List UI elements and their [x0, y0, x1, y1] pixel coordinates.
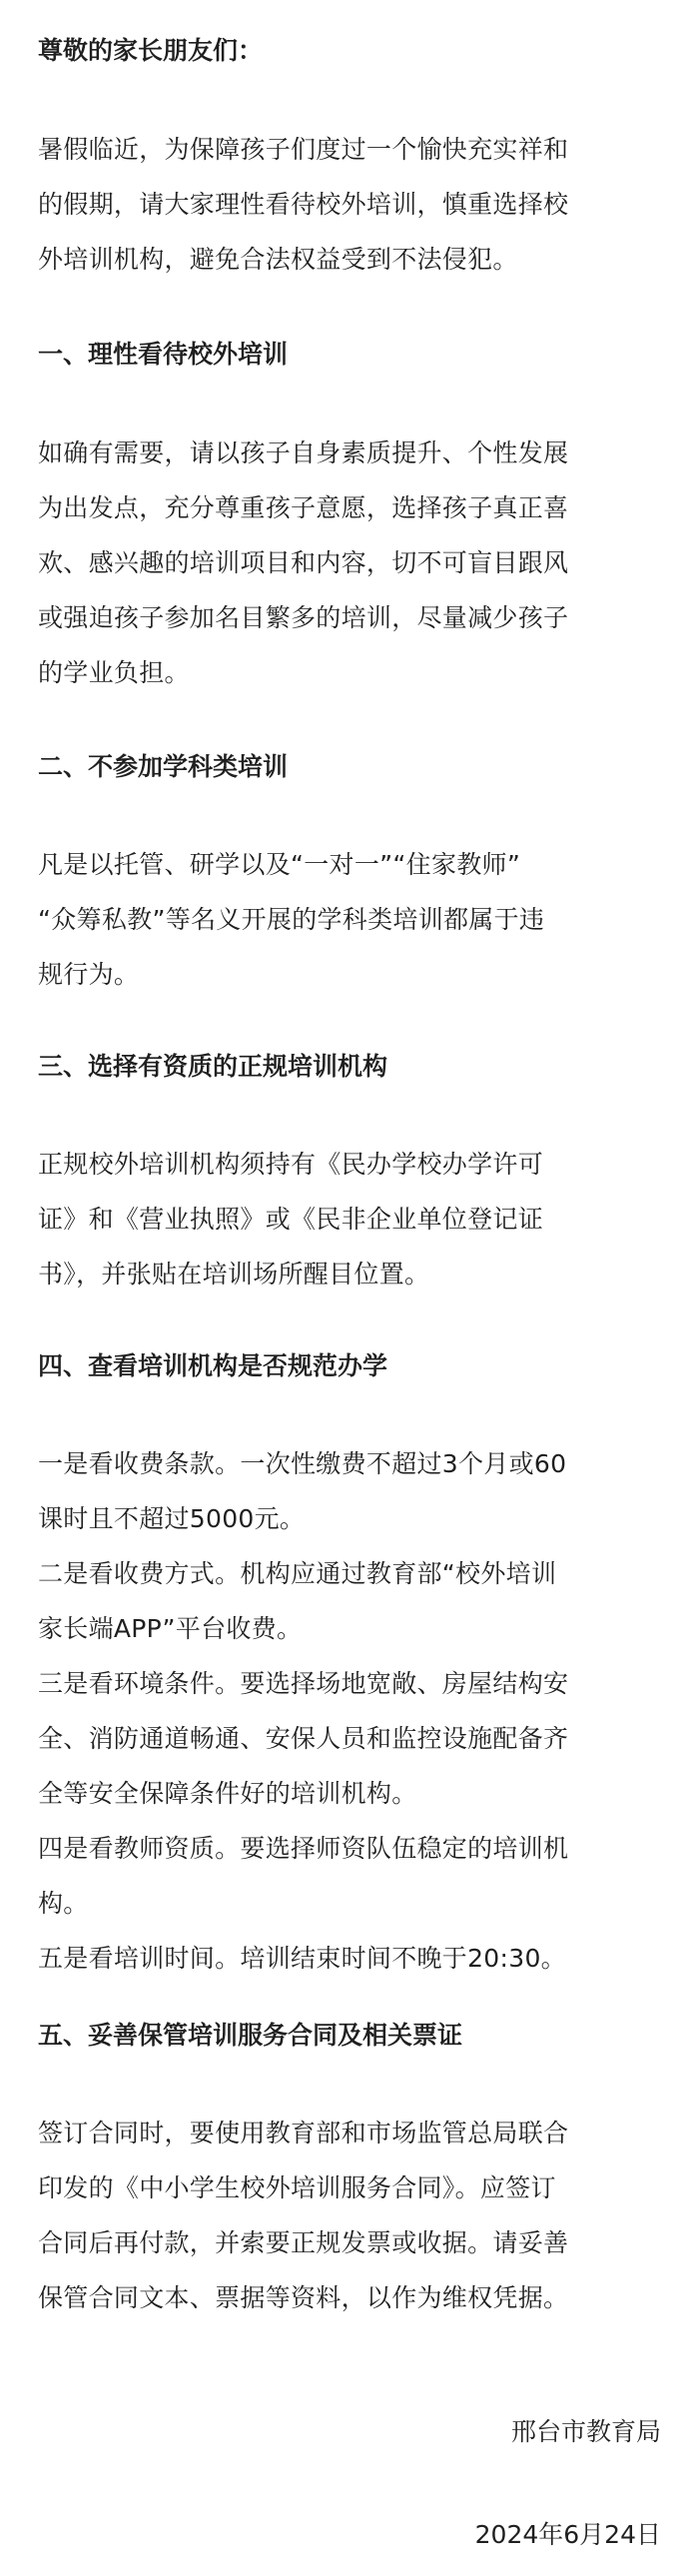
notice-greeting: 尊敬的家长朋友们： [38, 36, 264, 65]
section-4-line: 一是看收费条款。一次性缴费不超过3个月或60 [38, 1449, 567, 1478]
issue-date: 2024年6月24日 [474, 2520, 661, 2549]
section-4-line: 三是看环境条件。要选择场地宽敞、房屋结构安 [38, 1669, 569, 1698]
section-5-heading: 五、妥善保管培训服务合同及相关票证 [38, 2021, 463, 2050]
section-4-line: 全、消防通道畅通、安保人员和监控设施配备齐 [38, 1724, 569, 1753]
section-1-body [38, 426, 661, 700]
section-5-line: 印发的《中小学生校外培训服务合同》。应签订 [38, 2173, 556, 2202]
issuer-name: 邢台市教育局 [510, 2417, 661, 2446]
section-2-heading: 二、不参加学科类培训 [38, 752, 289, 781]
intro-line: 暑假临近，为保障孩子们度过一个愉快充实祥和 [38, 135, 569, 164]
section-4-line: 课时且不超过5000元。 [38, 1504, 306, 1533]
section-3-heading: 三、选择有资质的正规培训机构 [38, 1052, 388, 1081]
intro-paragraph [38, 122, 661, 287]
section-1-line: 为出发点，充分尊重孩子意愿，选择孩子真正喜 [38, 493, 569, 522]
section-2-line: 凡是以托管、研学以及“一对一”“住家教师” [38, 850, 521, 879]
section-1-line: 如确有需要，请以孩子自身素质提升、个性发展 [38, 438, 569, 467]
section-3-body [38, 1137, 661, 1301]
section-4-line: 二是看收费方式。机构应通过教育部“校外培训 [38, 1559, 557, 1588]
section-4-line: 四是看教师资质。要选择师资队伍稳定的培训机 [38, 1834, 569, 1863]
section-1-line: 或强迫孩子参加名目繁多的培训，尽量减少孩子 [38, 603, 569, 632]
section-3-line: 书》，并张贴在培训场所醒目位置。 [38, 1260, 430, 1288]
section-5-line: 合同后再付款，并索要正规发票或收据。请妥善 [38, 2228, 569, 2257]
section-4-body [38, 1436, 661, 1986]
section-4-line: 全等安全保障条件好的培训机构。 [38, 1779, 417, 1808]
section-2-line: “众筹私教”等名义开展的学科类培训都属于违 [38, 905, 545, 934]
section-3-line: 正规校外培训机构须持有《民办学校办学许可 [38, 1150, 544, 1179]
section-3-line: 证》和《营业执照》或《民非企业单位登记证 [38, 1205, 544, 1234]
section-2-line: 规行为。 [38, 960, 140, 989]
intro-line: 的假期，请大家理性看待校外培训，慎重选择校 [38, 190, 569, 219]
section-4-line: 家长端APP”平台收费。 [38, 1614, 303, 1643]
section-1-line: 的学业负担。 [38, 658, 190, 687]
section-5-line: 保管合同文本、票据等资料，以作为维权凭据。 [38, 2283, 569, 2312]
section-4-line: 构。 [38, 1889, 89, 1918]
section-5-line: 签订合同时，要使用教育部和市场监管总局联合 [38, 2119, 569, 2147]
section-5-body [38, 2106, 661, 2325]
section-2-body [38, 837, 661, 1002]
section-1-line: 欢、感兴趣的培训项目和内容，切不可盲目跟风 [38, 548, 569, 577]
intro-line: 外培训机构，避免合法权益受到不法侵犯。 [38, 245, 518, 274]
section-1-heading: 一、理性看待校外培训 [38, 340, 289, 369]
section-4-line: 五是看培训时间。培训结束时间不晚于20:30。 [38, 1944, 566, 1973]
section-4-heading: 四、查看培训机构是否规范办学 [38, 1351, 388, 1380]
